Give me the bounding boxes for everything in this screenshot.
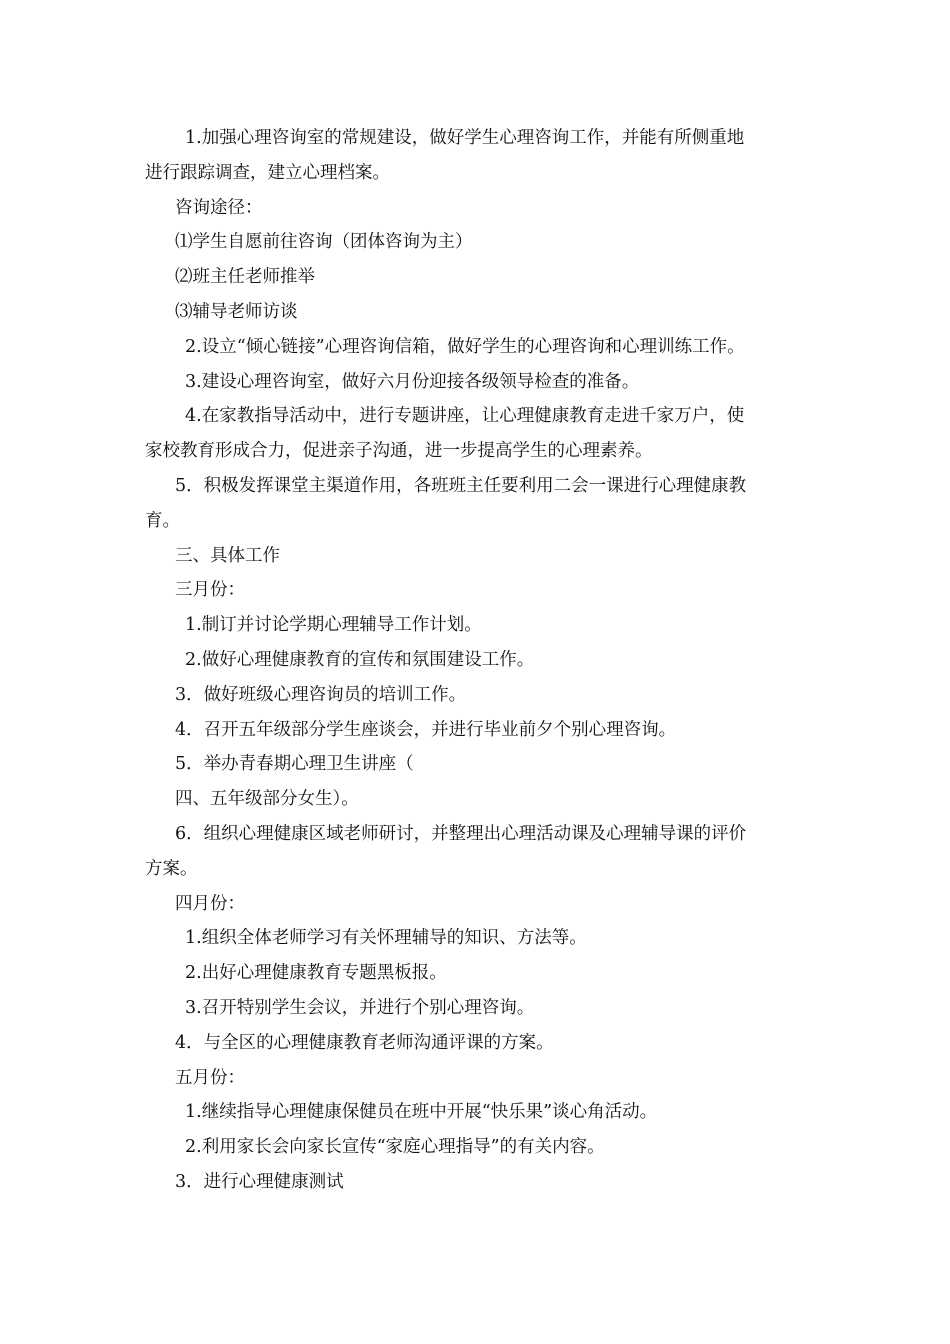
section-heading-specific-work: 三、具体工作: [175, 545, 280, 566]
april-item-1: 1.组织全体老师学习有关怀理辅导的知识、方法等。: [185, 928, 587, 949]
april-item-2: 2.出好心理健康教育专题黑板报。: [185, 963, 447, 984]
paragraph-4-line-2: 家校教育形成合力，促进亲子沟通，进一步提高学生的心理素养。: [145, 441, 653, 462]
may-item-3: 3．进行心理健康测试: [175, 1171, 344, 1192]
month-heading-may: 五月份：: [175, 1067, 245, 1088]
paragraph-5-line-2: 育。: [145, 510, 180, 531]
paragraph-channel-1: ⑴学生自愿前往咨询（团体咨询为主）: [175, 232, 473, 253]
paragraph-consult-channels-heading: 咨询途径：: [175, 197, 263, 218]
march-item-1: 1.制订并讨论学期心理辅导工作计划。: [185, 615, 482, 636]
paragraph-5-line-1: 5．积极发挥课堂主渠道作用，各班班主任要利用二会一课进行心理健康教: [175, 475, 747, 496]
march-item-4: 4．召开五年级部分学生座谈会，并进行毕业前夕个别心理咨询。: [175, 719, 677, 740]
may-item-2: 2.利用家长会向家长宣传“家庭心理指导”的有关内容。: [185, 1137, 605, 1158]
april-item-4: 4．与全区的心理健康教育老师沟通评课的方案。: [175, 1032, 554, 1053]
paragraph-channel-3: ⑶辅导老师访谈: [175, 301, 298, 322]
paragraph-1-line-2: 进行跟踪调查，建立心理档案。: [145, 162, 390, 183]
may-item-1: 1.继续指导心理健康保健员在班中开展“快乐果”谈心角活动。: [185, 1102, 658, 1123]
paragraph-4-line-1: 4.在家教指导活动中，进行专题讲座，让心理健康教育走进千家万户，使: [185, 406, 745, 427]
paragraph-3: 3.建设心理咨询室，做好六月份迎接各级领导检查的准备。: [185, 371, 640, 392]
march-item-5-line-2: 四、五年级部分女生）。: [175, 789, 359, 810]
march-item-3: 3．做好班级心理咨询员的培训工作。: [175, 684, 467, 705]
march-item-2: 2.做好心理健康教育的宣传和氛围建设工作。: [185, 649, 535, 670]
paragraph-2: 2.设立“倾心链接”心理咨询信箱，做好学生的心理咨询和心理训练工作。: [185, 336, 745, 357]
month-heading-march: 三月份：: [175, 580, 245, 601]
april-item-3: 3.召开特别学生会议，并进行个别心理咨询。: [185, 997, 535, 1018]
paragraph-1-line-1: 1.加强心理咨询室的常规建设，做好学生心理咨询工作，并能有所侧重地: [185, 128, 745, 148]
march-item-6-line-1: 6．组织心理健康区域老师研讨，并整理出心理活动课及心理辅导课的评价: [175, 823, 747, 844]
march-item-6-line-2: 方案。: [145, 858, 198, 879]
month-heading-april: 四月份：: [175, 893, 245, 914]
paragraph-channel-2: ⑵班主任老师推举: [175, 267, 315, 288]
document-body: [145, 121, 815, 1200]
march-item-5-line-1: 5．举办青春期心理卫生讲座（: [175, 754, 414, 775]
